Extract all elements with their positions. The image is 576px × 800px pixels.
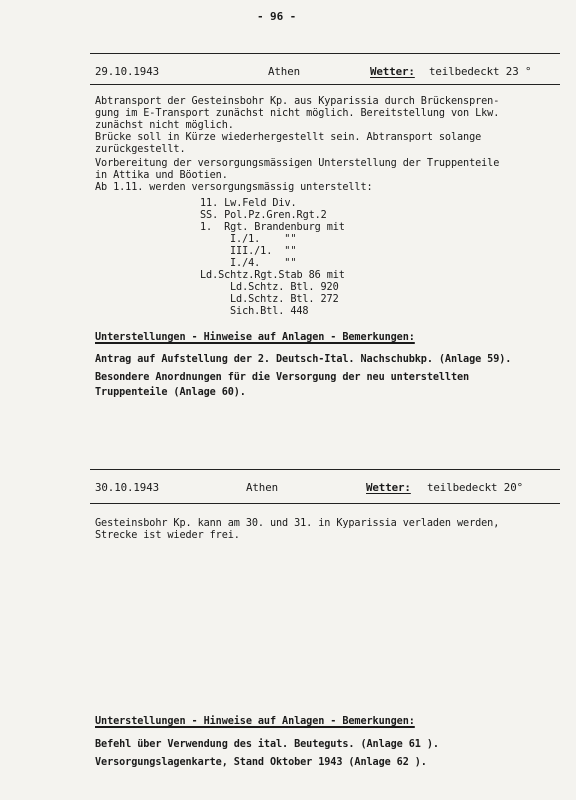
entry-1-bottom-rule: [90, 84, 560, 85]
unit-list-item: Ld.Schtz. Btl. 272: [230, 294, 339, 305]
entry-1-date: 29.10.1943: [95, 65, 160, 78]
unit-list-item: Ld.Schtz.Rgt.Stab 86 mit: [200, 270, 345, 281]
entry-1-weather-value: teilbedeckt 23 °: [429, 65, 532, 78]
entry-2-note: Versorgungslagenkarte, Stand Oktober 1943 (Anlage 62 ).: [95, 757, 427, 768]
entry-2-note: Befehl über Verwendung des ital. Beuteguts. (Anlage 61 ).: [95, 739, 439, 750]
entry-2-body-line: Gesteinsbohr Kp. kann am 30. und 31. in Kyparissia verladen werden,: [95, 518, 500, 529]
entry-1-body-line: in Attika und Böotien.: [95, 170, 228, 181]
entry-1-body-line: Brücke soll in Kürze wiederhergestellt sein. Abtransport solange: [95, 132, 482, 143]
unit-list-item: Sich.Btl. 448: [230, 306, 309, 317]
entry-1-body-line: Vorbereitung der versorgungsmässigen Unterstellung der Truppenteile: [95, 158, 500, 169]
entry-2-weather-value: teilbedeckt 20°: [427, 481, 524, 494]
unit-list-item: III./1. "": [230, 246, 297, 257]
entry-1-body-line: zunächst nicht möglich.: [95, 120, 234, 131]
entry-1-body-line: gung im E-Transport zunächst nicht möglich. Bereitstellung von Lkw.: [95, 108, 500, 119]
unit-list-item: 11. Lw.Feld Div.: [200, 198, 297, 209]
unit-list-item: I./1. "": [230, 234, 297, 245]
entry-2-place: Athen: [246, 481, 279, 494]
entry-2-date: 30.10.1943: [95, 481, 160, 494]
page-number: - 96 -: [257, 10, 297, 23]
entry-1-note: Besondere Anordnungen für die Versorgung der neu unterstellten: [95, 372, 470, 383]
entry-1-weather-label: Wetter:: [370, 65, 415, 78]
entry-2-section-heading: Unterstellungen - Hinweise auf Anlagen - Bemerkungen:: [95, 716, 415, 727]
entry-1-body-line: zurückgestellt.: [95, 144, 186, 155]
entry-1-top-rule: [90, 53, 560, 54]
entry-1-note: Truppenteile (Anlage 60).: [95, 387, 246, 398]
entry-2-top-rule: [90, 469, 560, 470]
unit-list-item: 1. Rgt. Brandenburg mit: [200, 222, 345, 233]
entry-1-place: Athen: [268, 65, 301, 78]
unit-list-item: I./4. "": [230, 258, 297, 269]
entry-2-bottom-rule: [90, 503, 560, 504]
unit-list-item: SS. Pol.Pz.Gren.Rgt.2: [200, 210, 327, 221]
entry-1-section-heading: Unterstellungen - Hinweise auf Anlagen - Bemerkungen:: [95, 332, 415, 343]
entry-1-note: Antrag auf Aufstellung der 2. Deutsch-Ital. Nachschubkp. (Anlage 59).: [95, 354, 512, 365]
entry-1-body-line: Ab 1.11. werden versorgungsmässig unterstellt:: [95, 182, 373, 193]
entry-2-weather-label: Wetter:: [366, 481, 411, 494]
entry-1-body-line: Abtransport der Gesteinsbohr Kp. aus Kyparissia durch Brückenspren-: [95, 96, 500, 107]
unit-list-item: Ld.Schtz. Btl. 920: [230, 282, 339, 293]
entry-2-body-line: Strecke ist wieder frei.: [95, 530, 240, 541]
